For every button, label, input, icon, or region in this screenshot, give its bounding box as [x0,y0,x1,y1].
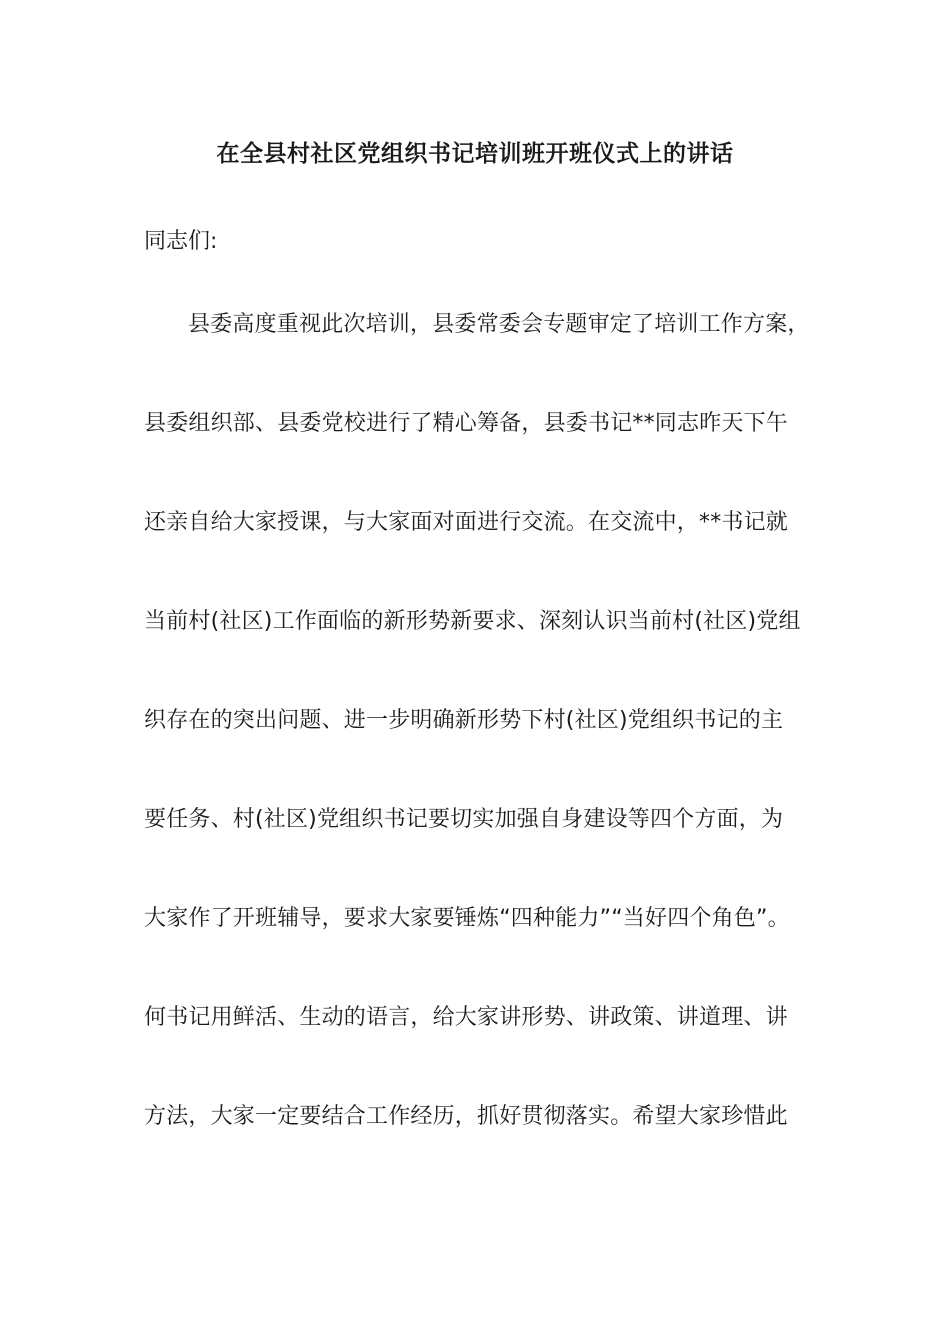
body-line-7: 大家作了开班辅导，要求大家要锤炼“四种能力”“当好四个角色”。 [144,906,790,931]
body-line-2: 县委组织部、县委党校进行了精心筹备，县委书记**同志昨天下午 [144,411,789,436]
salutation: 同志们: [144,229,218,254]
body-line-3: 还亲自给大家授课，与大家面对面进行交流。在交流中，**书记就 [144,510,789,535]
body-line-5: 织存在的突出问题、进一步明确新形势下村(社区)党组织书记的主 [144,708,784,733]
body-line-9: 方法，大家一定要结合工作经历，抓好贯彻落实。希望大家珍惜此 [144,1104,788,1129]
body-line-1: 县委高度重视此次培训，县委常委会专题审定了培训工作方案， [188,312,810,337]
body-line-6: 要任务、村(社区)党组织书记要切实加强自身建设等四个方面，为 [144,807,784,832]
body-line-4: 当前村(社区)工作面临的新形势新要求、深刻认识当前村(社区)党组 [144,609,801,634]
body-line-8: 何书记用鲜活、生动的语言，给大家讲形势、讲政策、讲道理、讲 [144,1005,788,1030]
document-title: 在全县村社区党组织书记培训班开班仪式上的讲话 [216,141,734,167]
